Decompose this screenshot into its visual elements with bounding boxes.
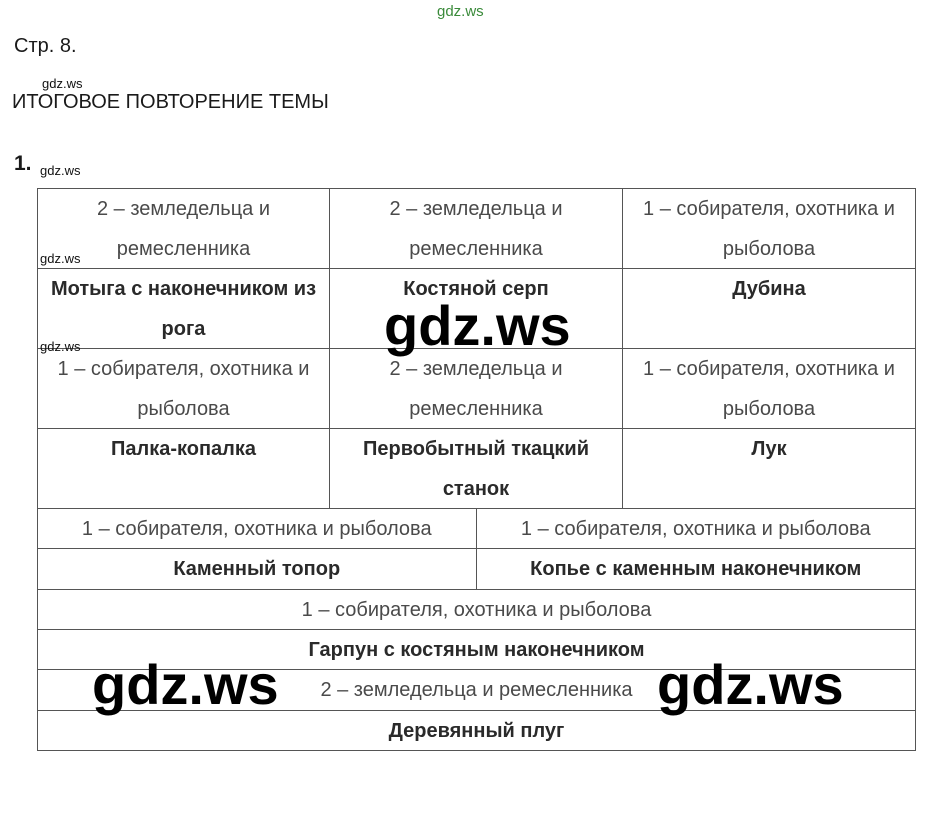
watermark-large: gdz.ws <box>92 653 279 716</box>
table-cell-category: 1 – собирателя, охотника и рыболова <box>623 349 916 429</box>
watermark-small: gdz.ws <box>40 339 81 354</box>
watermark-top: gdz.ws <box>437 3 484 20</box>
watermark-small: gdz.ws <box>42 76 83 91</box>
watermark-large: gdz.ws <box>657 653 844 716</box>
table-cell-tool: Костяной серп <box>330 269 623 349</box>
table-cell-category: 2 – земледельца и ремесленника <box>37 188 330 269</box>
table-row-tools <box>37 549 916 590</box>
table-cell-tool: Деревянный плуг <box>37 711 916 751</box>
table-cell-tool: Мотыга с наконечником из рога <box>37 269 330 349</box>
table-cell-tool: Каменный топор <box>37 549 477 590</box>
table-cell-category: 1 – собирателя, охотника и рыболова <box>477 509 917 549</box>
table-cell-tool: Первобытный ткацкий станок <box>330 429 623 509</box>
table-cell-tool: Гарпун с костяным наконечником <box>37 630 916 670</box>
table-cell-tool: Копье с каменным наконечником <box>477 549 917 590</box>
table-cell-tool: Палка-копалка <box>37 429 330 509</box>
table-cell-category: 2 – земледельца и ремесленника <box>37 670 916 711</box>
table-row-categories <box>37 509 916 549</box>
table-cell-category: 1 – собирателя, охотника и рыболова <box>37 349 330 429</box>
table-row-categories <box>37 188 916 269</box>
table-row-tools <box>37 429 916 509</box>
task-number: 1. <box>14 152 32 175</box>
watermark-large: gdz.ws <box>384 294 571 357</box>
table-cell-tool: Дубина <box>623 269 916 349</box>
table-row-tools <box>37 711 916 751</box>
table-row-categories <box>37 349 916 429</box>
table-cell-category: 1 – собирателя, охотника и рыболова <box>37 509 477 549</box>
table-cell-category: 2 – земледельца и ремесленника <box>330 188 623 269</box>
table-cell-tool: Лук <box>623 429 916 509</box>
watermark-small: gdz.ws <box>40 251 81 266</box>
table-cell-category: 2 – земледельца и ремесленника <box>330 349 623 429</box>
table-row-categories <box>37 590 916 630</box>
table-cell-category: 1 – собирателя, охотника и рыболова <box>623 188 916 269</box>
page-reference: Стр. 8. <box>14 35 77 57</box>
watermark-small: gdz.ws <box>40 163 81 178</box>
table-cell-category: 1 – собирателя, охотника и рыболова <box>37 590 916 630</box>
topic-title: ИТОГОВОЕ ПОВТОРЕНИЕ ТЕМЫ <box>12 91 329 113</box>
